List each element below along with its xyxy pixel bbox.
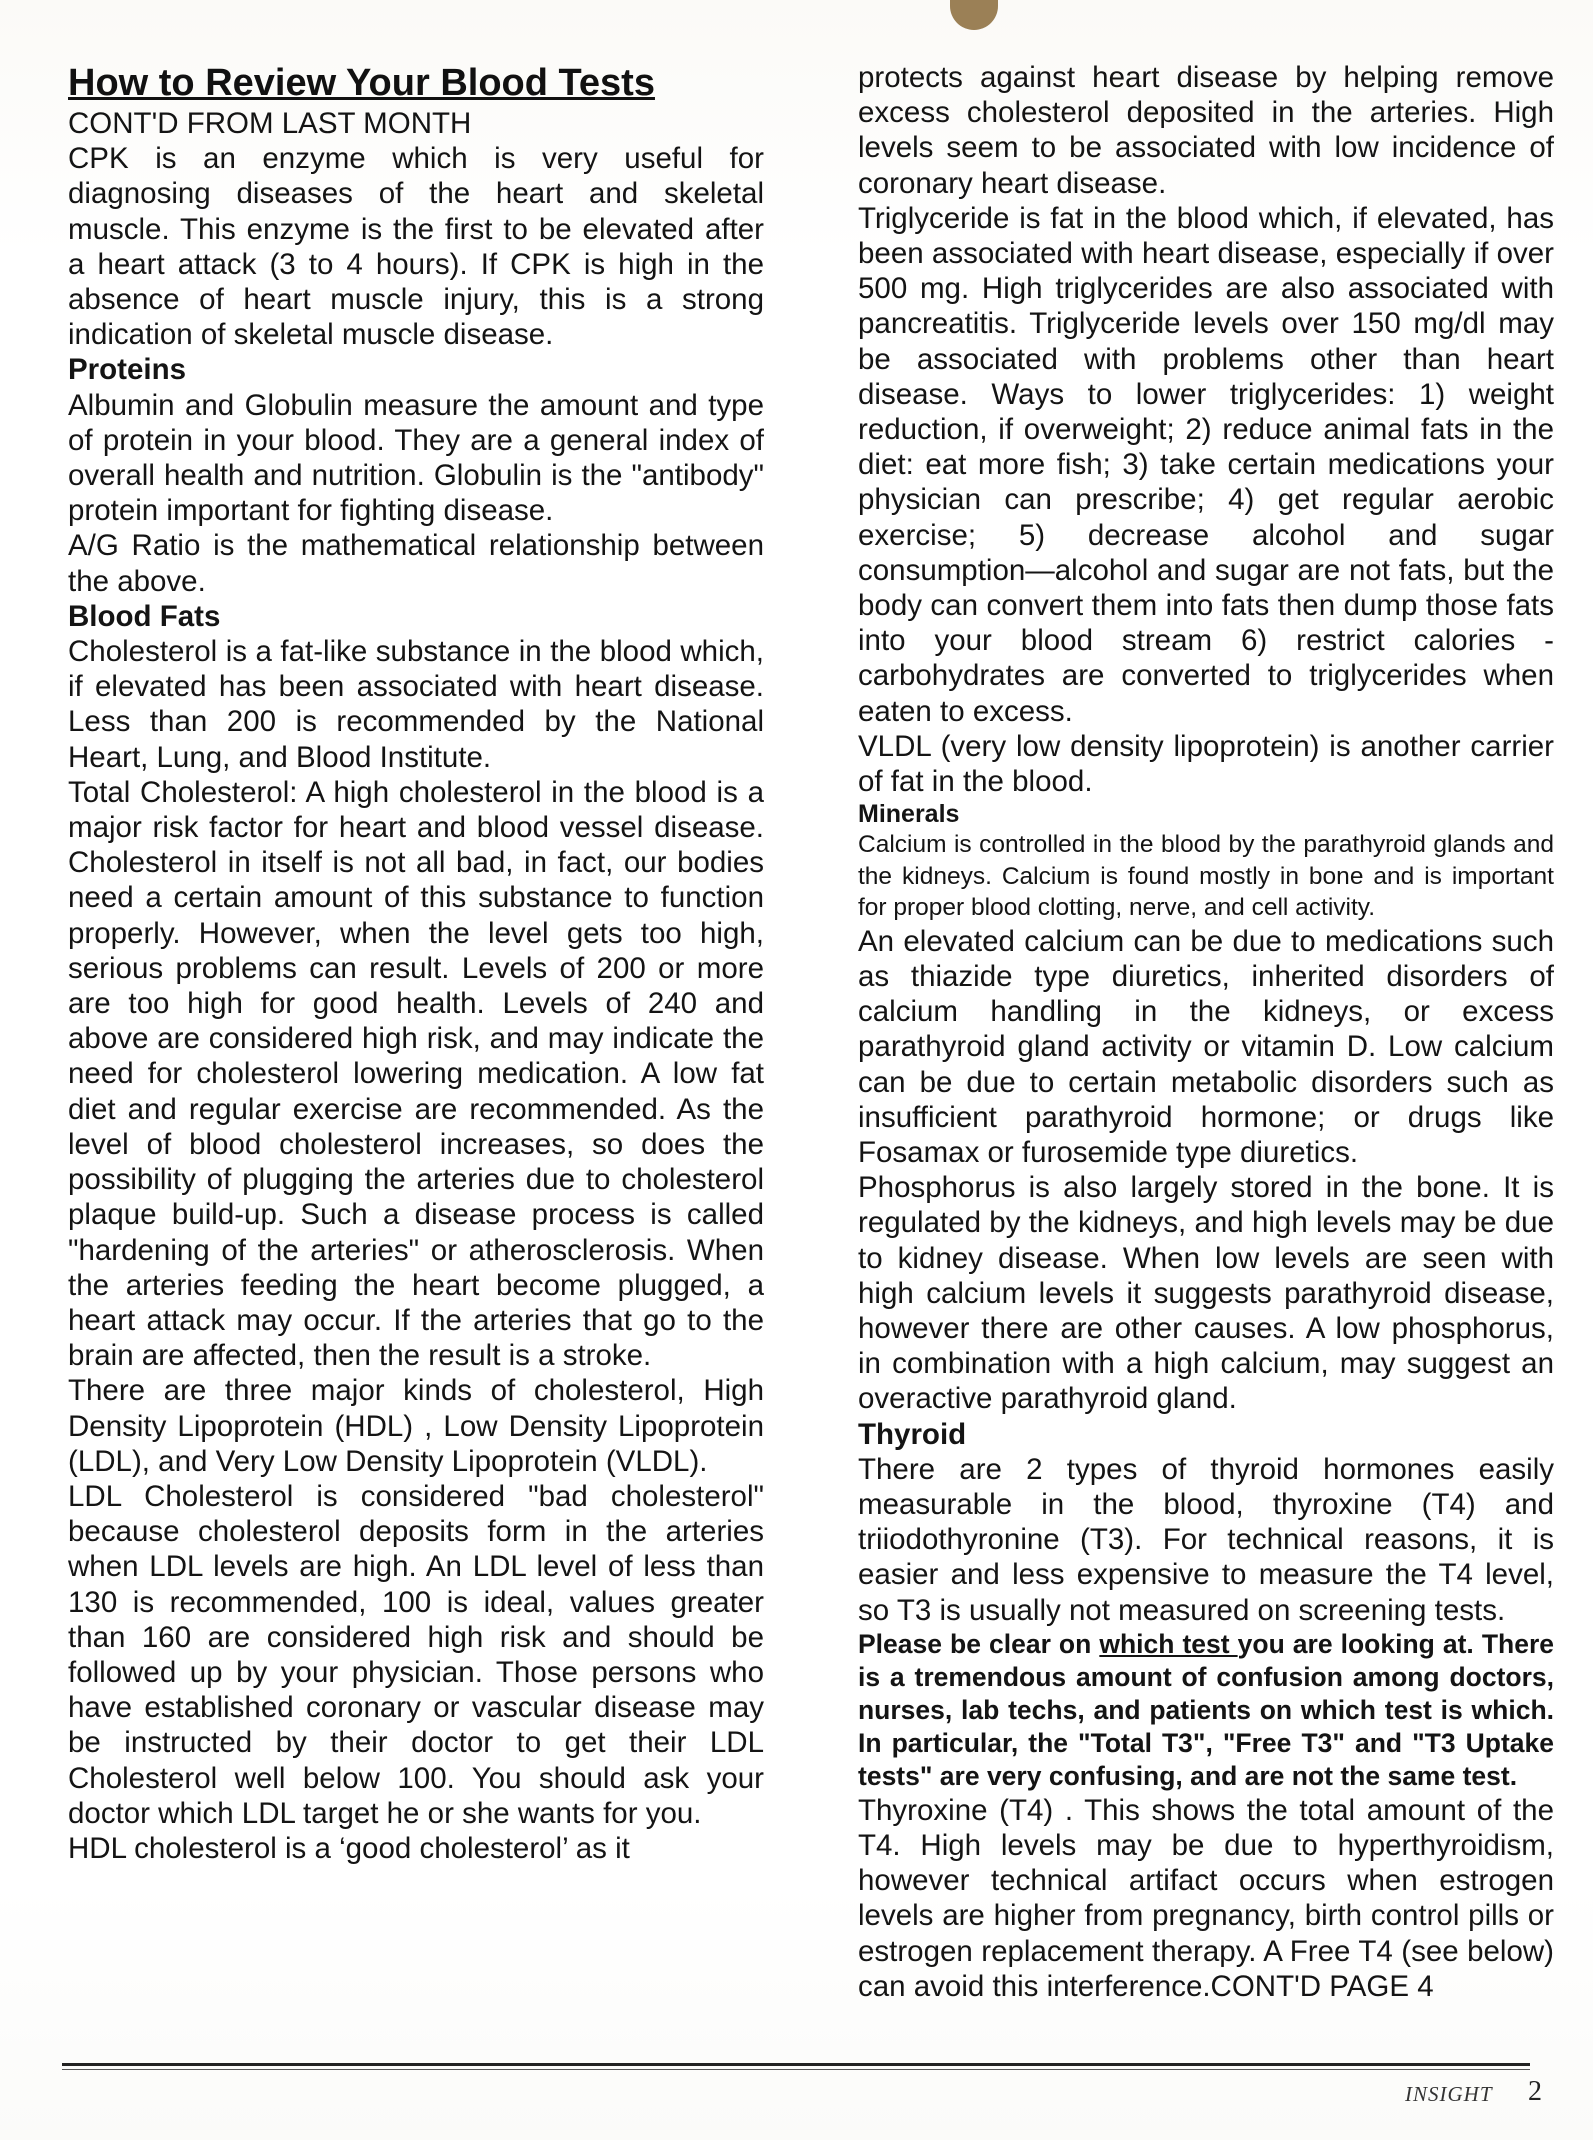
thyroxine-paragraph: Thyroxine (T4) . This shows the total amount of the T4. High levels may be due to hyperthyroidism, however technical artifact occurs when estrogen levels are higher from pregnancy, birth control pills or estrogen replacement therapy. A Free T4 (see below) can avoid this interference.CONT'D PAGE 4 — [858, 1793, 1554, 2003]
blood-fats-heading: Blood Fats — [68, 599, 221, 633]
calcium-paragraph: An elevated calcium can be due to medications such as thiazide type diuretics, inherited disorders of calcium handling in the kidneys, or excess parathyroid gland activity or vitamin D. Low calcium can be due to certain metabolic disorders such as insufficient parathyroid hormone; or drugs like Fosamax or furosemide type diuretics. — [858, 924, 1554, 1169]
publication-name: INSIGHT — [1405, 2082, 1493, 2106]
calcium-intro-paragraph: Calcium is controlled in the blood by the parathyroid glands and the kidneys. Calcium is found mostly in bone and is important for proper blood clotting, nerve, and cell activity. — [858, 831, 1554, 922]
test-clarity-note — [858, 1628, 1554, 1793]
page-number: 2 — [1528, 2076, 1542, 2107]
minerals-heading: Minerals — [858, 800, 960, 829]
note-text-1: Please be clear on — [858, 1628, 1100, 1659]
cholesterol-paragraph: Cholesterol is a fat-like substance in the blood which, if elevated has been associated with heart disease. Less than 200 is recommended by the National Heart, Lung, and Blood Institute. — [68, 635, 764, 774]
note-underlined-text: which test — [1099, 1628, 1238, 1659]
left-column — [68, 60, 764, 2050]
proteins-heading: Proteins — [68, 353, 187, 387]
thyroid-heading: Thyroid — [858, 1417, 967, 1451]
total-cholesterol-paragraph: Total Cholesterol: A high cholesterol in the blood is a major risk factor for heart and blood vessel disease. Cholesterol in itself is not all bad, in fact, our bodies need a certain amount of this substance to function properly. However, when the level gets too high, serious problems can result. Levels of 200 or more are too high for good health. Levels of 240 and above are considered high risk, and may indicate the need for cholesterol lowering medication. A low fat diet and regular exercise are recommended. As the level of blood cholesterol increases, so does the possibility of plugging the arteries due to cholesterol plaque build-up. Such a disease process is called "hardening of the arteries" or atherosclerosis. When the arteries feeding the heart become plugged, a heart attack may occur. If the arteries that go to the brain are affected, then the result is a stroke. — [68, 775, 764, 1373]
article-title: How to Review Your Blood Tests — [68, 62, 655, 104]
triglyceride-paragraph: Triglyceride is fat in the blood which, if elevated, has been associated with heart disease, especially if over 500 mg. High triglycerides are also associated with pancreatitis. Triglyceride levels over 150 mg/dl may be associated with problems other than heart disease. Ways to lower triglycerides: 1) weight reduction, if overweight; 2) reduce animal fats in the diet: eat more fish; 3) take certain medications your physician can prescribe; 4) get regular aerobic exercise; 5) decrease alcohol and sugar consumption—alcohol and sugar are not fats, but the body can convert them into fats then dump those fats into your blood stream 6) restrict calories - carbohydrates are converted to triglycerides when eaten to excess. — [858, 201, 1554, 728]
note-text-2: you are looking at. There is a tremendous amount of confusion among doctors, nurses, lab techs, and patients on which test is which. In particular, the "Total T3", "Free T3" and "T3 Uptake tests" are very confusing, and are not the same test. — [858, 1628, 1554, 1791]
calcium-small-block — [858, 829, 1554, 924]
footer-rule-thin — [62, 2069, 1530, 2070]
ag-ratio-paragraph: A/G Ratio is the mathematical relationship between the above. — [68, 529, 764, 598]
vldl-paragraph: VLDL (very low density lipoprotein) is another carrier of fat in the blood. — [858, 729, 1554, 799]
thyroid-intro-paragraph: There are 2 types of thyroid hormones easily measurable in the blood, thyroxine (T4) and triiodothyronine (T3). For technical reasons, it is easier and less expensive to measure the T4 level, so T3 is usually not measured on screening tests. — [858, 1452, 1554, 1627]
phosphorus-paragraph: Phosphorus is also largely stored in the bone. It is regulated by the kidneys, and high levels may be due to kidney disease. When low levels are seen with high calcium levels it suggests parathyroid disease, however there are other causes. A low phosphorus, in combination with a high calcium, may suggest an overactive parathyroid gland. — [858, 1171, 1554, 1416]
cpk-paragraph: CPK is an enzyme which is very useful for diagnosing diseases of the heart and skeletal muscle. This enzyme is the first to be elevated after a heart attack (3 to 4 hours). If CPK is high in the absence of heart muscle injury, this is a strong indication of skeletal muscle disease. — [68, 142, 764, 352]
continued-from-label: CONT'D FROM LAST MONTH — [68, 107, 472, 140]
right-column — [858, 60, 1554, 2050]
ldl-paragraph: LDL Cholesterol is considered "bad cholesterol" because cholesterol deposits form in the arteries when LDL levels are high. An LDL level of less than 130 is recommended, 100 is ideal, values greater than 160 are considered high risk and should be followed up by your physician. Those persons who have established coronary or vascular disease may be instructed by their doctor to get their LDL Cholesterol well below 100. You should ask your doctor which LDL target he or she wants for you. — [68, 1479, 764, 1830]
cholesterol-kinds-paragraph: There are three major kinds of cholesterol, High Density Lipoprotein (HDL) , Low Density Lipoprotein (LDL), and Very Low Density Lipoprotein (VLDL). — [68, 1374, 764, 1478]
footer-rule — [62, 2063, 1530, 2066]
hdl-paragraph-start: HDL cholesterol is a ‘good cholesterol’ as it — [68, 1831, 630, 1865]
albumin-paragraph: Albumin and Globulin measure the amount and type of protein in your blood. They are a general index of overall health and nutrition. Globulin is the "antibody" protein important for fighting disease. — [68, 388, 764, 528]
hdl-paragraph-continued: protects against heart disease by helping remove excess cholesterol deposited in the arteries. High levels seem to be associated with low incidence of coronary heart disease. — [858, 61, 1554, 200]
